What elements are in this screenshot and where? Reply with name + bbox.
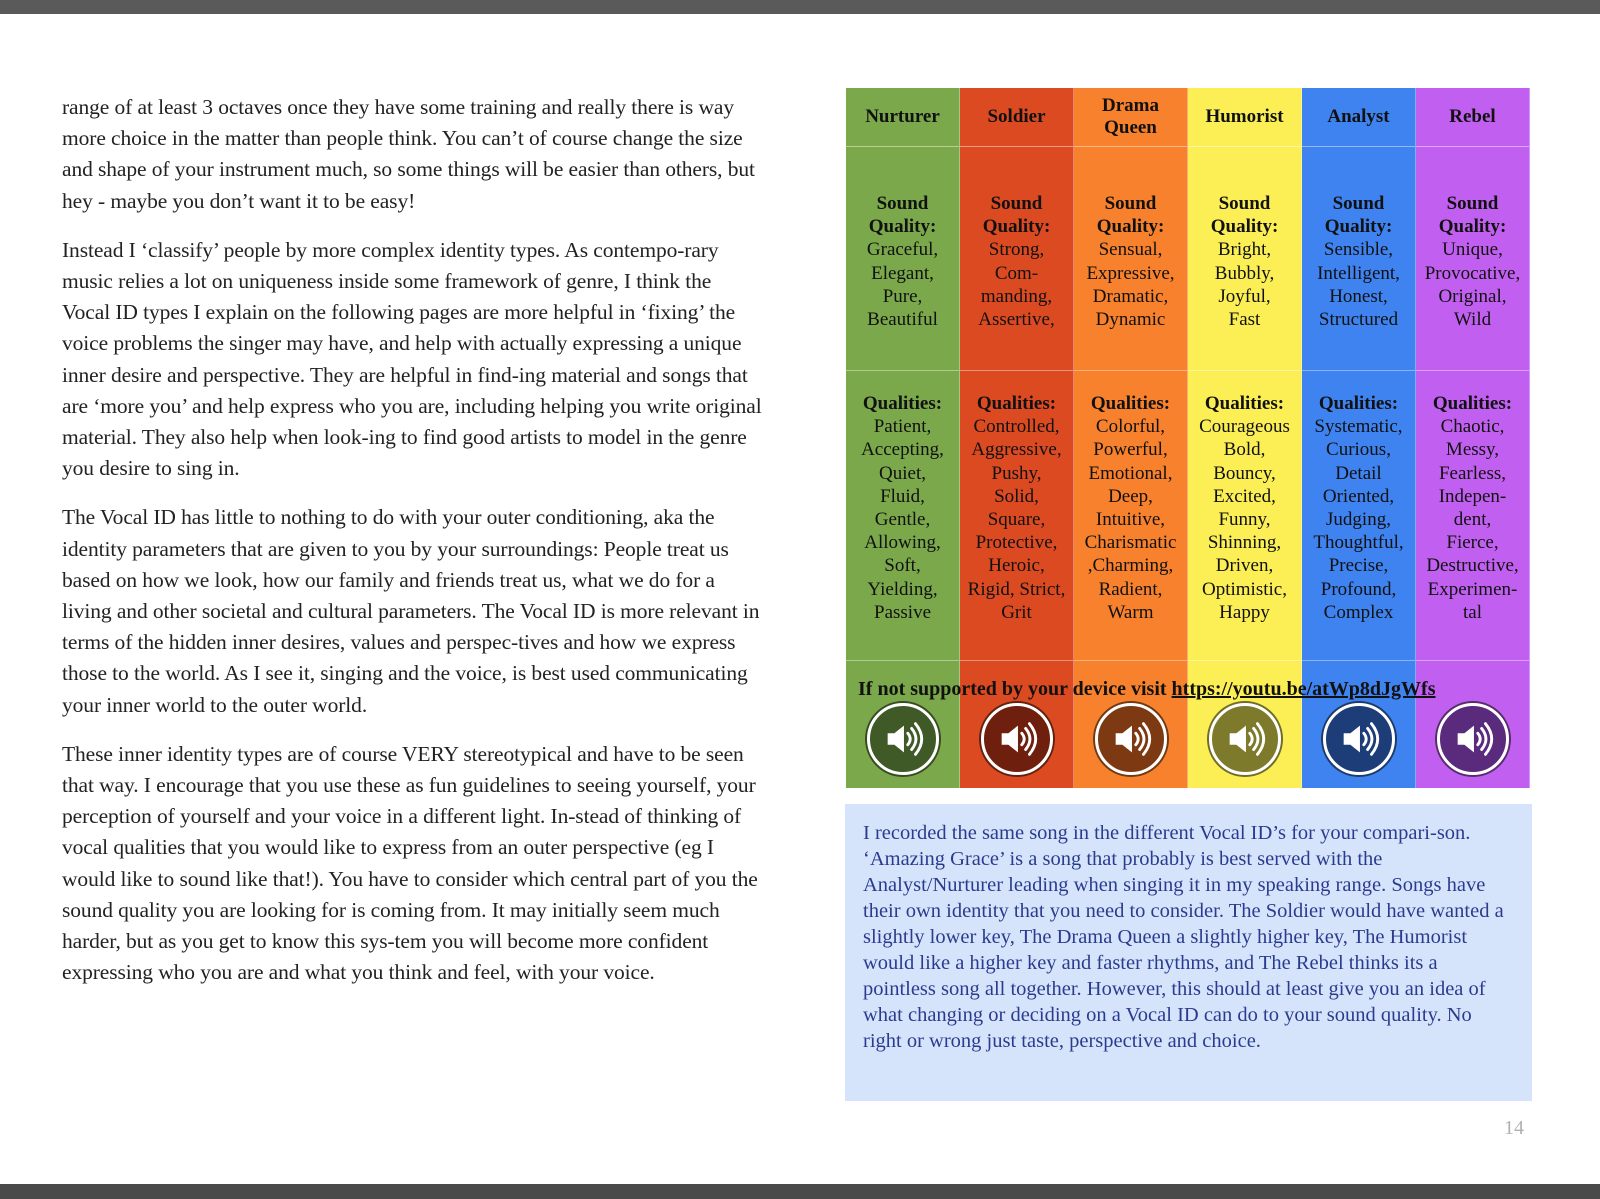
paragraph-1: range of at least 3 octaves once they have some training and really there is way more choice in the matter than people think. You can’t of course change the size and shape of your instrument much, so some things will be easier than others, but hey - maybe you don’t want it to be easy! [62, 95, 755, 213]
qualities-label: Qualities: [1204, 393, 1285, 414]
sound-quality-value: Unique, Provocative, Original, Wild [1424, 239, 1521, 331]
sound-quality-label: Sound Quality: [1210, 193, 1279, 238]
qualities-label: Qualities: [1318, 393, 1399, 414]
sound-quality-label: Sound Quality: [982, 193, 1051, 238]
qualities-value: Controlled, Aggressive, Pushy, Solid, Square, Protective, Heroic, Rigid, Strict, Grit [967, 416, 1066, 623]
qualities-value: Chaotic, Messy, Fearless, Indepen- dent, Fierce, Destructive, Experimen- tal [1426, 416, 1519, 623]
column-header: Analyst [1302, 88, 1415, 147]
row-divider [1416, 660, 1529, 661]
notice-text: If not supported by your device visit [858, 678, 1172, 700]
row-divider [1416, 370, 1529, 371]
row-divider [960, 660, 1073, 661]
row-divider [1302, 660, 1415, 661]
row-divider [846, 660, 959, 661]
qualities-label: Qualities: [862, 393, 943, 414]
youtube-link[interactable]: https://youtu.be/atWp8dJgWfs [1171, 678, 1436, 700]
sound-quality-cell [846, 192, 959, 331]
qualities-cell [960, 392, 1073, 624]
bottom-bar [0, 1184, 1600, 1199]
qualities-label: Qualities: [976, 393, 1057, 414]
speaker-volume-icon[interactable] [1095, 703, 1167, 775]
sound-quality-value: Sensible, Intelligent, Honest, Structured [1317, 239, 1400, 331]
qualities-cell [1074, 392, 1187, 624]
qualities-cell [1188, 392, 1301, 624]
body-text [62, 92, 762, 1006]
video-notice [858, 678, 1528, 701]
paragraph-2: Instead I ‘classify’ people by more complex identity types. As contempo-rary music relies a lot on uniqueness inside some framework of genre, I think the Vocal ID types I explain on the following pages are more helpful in ‘fixing’ the voice problems the singer may have, and help with actually expressing a unique inner desire and perspective. They are helpful in find-ing material and songs that are ‘more you’ and help express who you are, including helping you write original material. They also help when look-ing to find good artists to model in the genre you desire to sing in. [62, 237, 762, 481]
sound-quality-label: Sound Quality: [1324, 193, 1393, 238]
column-header: Drama Queen [1074, 88, 1187, 147]
sound-quality-value: Bright, Bubbly, Joyful, Fast [1214, 239, 1275, 331]
qualities-value: Courageous Bold, Bouncy, Excited, Funny, Shinning, Driven, Optimistic, Happy [1199, 416, 1290, 623]
row-divider [1188, 370, 1301, 371]
sound-quality-value: Strong, Com- manding, Assertive, [978, 239, 1055, 331]
column-header: Humorist [1188, 88, 1301, 147]
sound-quality-cell [1302, 192, 1415, 331]
vocal-id-table [846, 88, 1532, 788]
speaker-volume-icon[interactable] [1209, 703, 1281, 775]
row-divider [960, 370, 1073, 371]
paragraph-3: The Vocal ID has little to nothing to do with your outer conditioning, aka the identity parameters that are given to you by your surroundings: People treat us based on how we look, how our family and friends treat us, what we do for a living and other societal and cultural parameters. The Vocal ID is more relevant in terms of the hidden inner desires, values and perspec-tives and how we express those to the world. As I see it, singing and the voice, is best used communicating your inner world to the outer world. [62, 505, 760, 717]
callout-box [845, 804, 1532, 1101]
qualities-value: Colorful, Powerful, Emotional, Deep, Intuitive, Charismatic ,Charming, Radient, Warm [1084, 416, 1177, 623]
speaker-volume-icon[interactable] [1323, 703, 1395, 775]
speaker-volume-icon[interactable] [867, 703, 939, 775]
sound-quality-cell [1188, 192, 1301, 331]
speaker-volume-icon[interactable] [1437, 703, 1509, 775]
column-header: Nurturer [846, 88, 959, 147]
sound-quality-label: Sound Quality: [1096, 193, 1165, 238]
sound-quality-cell [1416, 192, 1529, 331]
sound-quality-cell [960, 192, 1073, 331]
sound-quality-value: Graceful, Elegant, Pure, Beautiful [866, 239, 939, 331]
row-divider [846, 370, 959, 371]
sound-quality-label: Sound Quality: [868, 193, 937, 238]
row-divider [1074, 370, 1187, 371]
sound-quality-label: Sound Quality: [1438, 193, 1507, 238]
speaker-volume-icon[interactable] [981, 703, 1053, 775]
row-divider [1302, 370, 1415, 371]
callout-text: I recorded the same song in the different Vocal ID’s for your compari-son. ‘Amazing Grace’ is a song that probably is best served with the Analyst/Nurturer leading when singing it in my speaking range. Songs have their own identity that you need to consider. The Soldier would have wanted a slightly lower key, The Drama Queen a slightly higher key, The Humorist would like a higher key and faster rhythms, and The Rebel thinks its a pointless song all together. However, this should at least give you an idea of what changing or deciding on a Vocal ID can do to your sound quality. No right or wrong just taste, perspective and choice. [863, 822, 1504, 1052]
paragraph-4: These inner identity types are of course VERY stereotypical and have to be seen that way. I encourage that you use these as fun guidelines to seeing yourself, your perception of yourself and your voice in a different light. In-stead of thinking of vocal qualities that you would like to express from an outer perspective (eg I would like to sound like that!). You have to consider which central part of you the sound quality you are looking for is coming from. It may initially seem much harder, but as you get to know this sys-tem you will become more confident expressing who you are and what you think and feel, with your voice. [62, 741, 758, 985]
qualities-value: Systematic, Curious, Detail Oriented, Judging, Thoughtful, Precise, Profound, Complex [1313, 416, 1404, 623]
qualities-label: Qualities: [1432, 393, 1513, 414]
qualities-cell [1416, 392, 1529, 624]
qualities-cell [846, 392, 959, 624]
qualities-value: Patient, Accepting, Quiet, Fluid, Gentle, Allowing, Soft, Yielding, Passive [861, 416, 944, 623]
row-divider [1074, 660, 1187, 661]
column-header: Rebel [1416, 88, 1529, 147]
page [0, 14, 1600, 1184]
qualities-cell [1302, 392, 1415, 624]
sound-quality-value: Sensual, Expressive, Dramatic, Dynamic [1086, 239, 1175, 331]
column-header: Soldier [960, 88, 1073, 147]
page-number: 14 [1504, 1117, 1524, 1139]
row-divider [1188, 660, 1301, 661]
qualities-label: Qualities: [1090, 393, 1171, 414]
sound-quality-cell [1074, 192, 1187, 331]
